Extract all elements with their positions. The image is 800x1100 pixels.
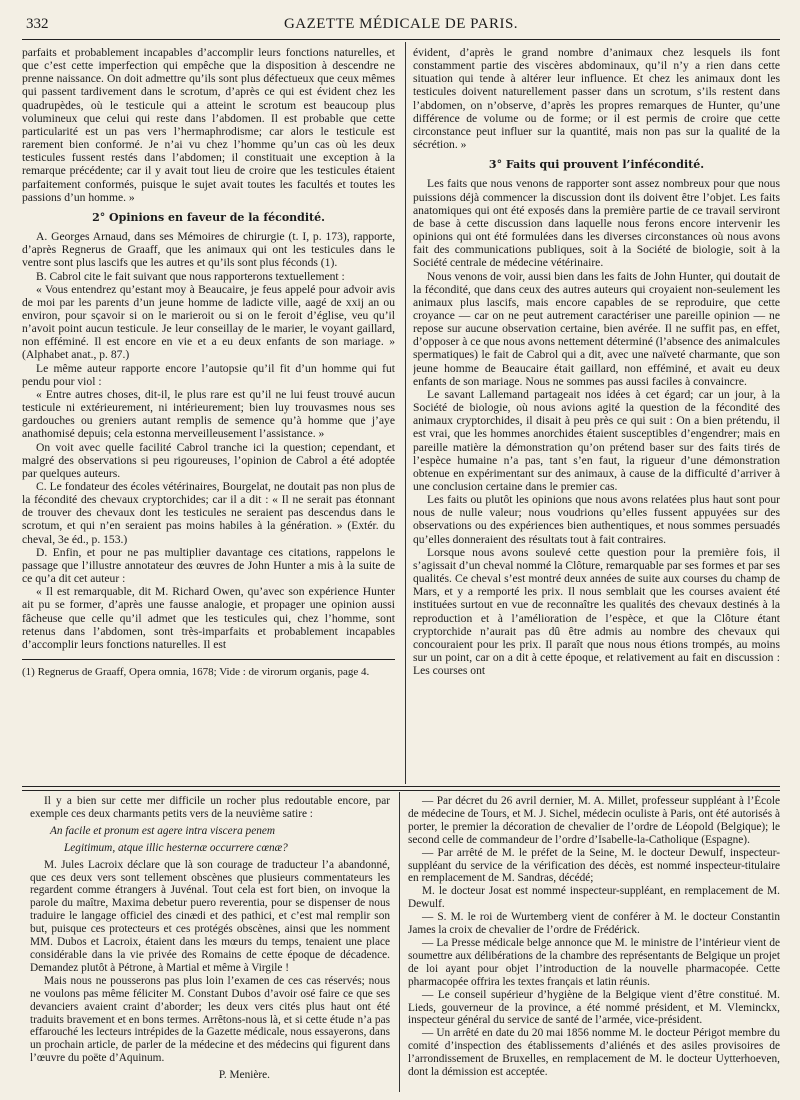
- latin-verse: Legitimum, atque illic hesternæ occurrere cœnæ?: [64, 841, 288, 854]
- paragraph: M. Jules Lacroix déclare que là son courage de traducteur l’a abandonné, que ces deux vers sont tellement obscènes que plusieurs commentateurs les regardent comme étrangers à Juvénal. Tout cela est fort bien, on invoque la parole du maître, Maxima debetur puero reverentia, pour se dispenser de nous traduire le langage officiel des cinædi et des pathici, et c’est mal remplir son but, puisque ces protecteurs et ces protégés obscènes, ainsi que les nomment MM. Dubos et Lacroix, étaient dans les mœurs du temps, tenaient une place considérable dans la vie privée des Romains de cette époque de décadence. Demandez plutôt à Pétrone, à Martial et même à Virgile !: [30, 858, 390, 974]
- paragraph: Lorsque nous avons soulevé cette question pour la première fois, il s’agissait d’un cheval nommé la Clôture, remarquable par ses formes et par ses qualités. Ce cheval s’est montré deux années de suite aux courses du champ de Mars, et y a remporté les prix. Il nous semblait que les courses avaient été instituées surtout en vue de reconnaître les qualités des chevaux destinés à la reproduction et à l’amélioration de l’espèce, et que la Clôture étant cryptorchide n’aurait pas dû être admis au nombre des chevaux qui concouraient pour les prix. Il paraît que nous nous étions trompés, au moins sur un point, car on a dit à cette époque, et relativement au fait en discussion : Les courses ont: [413, 545, 780, 678]
- news-item: — Par décret du 26 avril dernier, M. A. Millet, professeur suppléant à l’École de médecine de Tours, et M. J. Sichel, médecin oculiste à Paris, ont été autorisés à porter, le premier la décoration de chevalier de l’ordre de Léopold (Belgique); le second celle de commandeur de l’ordre d’Isabelle-la-Catholique (Espagne).: [408, 795, 780, 846]
- paragraph: évident, d’après le grand nombre d’animaux chez lesquels ils font constamment partie des viscères abdominaux, qu’il n’y a rien dans cette situation qui tende à altérer leur influence. Et chez les animaux dont les testicules doivent naturellement passer dans un scrotum, s’ils restent dans l’abdomen, on n’observe, d’après les propres remarques de Hunter, qu’une différence de volume ou de forme; or il est permis de croire que cette circonstance peut influer sur la quantité, mais non pas sur la qualité de la sécrétion. »: [413, 46, 780, 152]
- news-column: [408, 795, 780, 1095]
- paragraph: Nous venons de voir, aussi bien dans les faits de John Hunter, qui doutait de la fécondité, que dans ceux des autres auteurs qui croyaient non-seulement les animaux plus lascifs, mais encore capables de se reproduire, que cette croyance — car on ne peut autrement caractériser une pareille opinion — ne repose sur aucune observation certaine, bien avérée. Il ne suffit pas, en effet, d’opposer à ce que nous avons nettement déterminé (l’absence des animalcules spermatiques) le fait de Cabrol qui a dit, avec une naïveté charmante, que son jeune homme de Beaucaire était gaillard, non efféminé, et avait eu deux enfants de son mariage. Nous ne sommes pas aussi faciles à convaincre.: [413, 269, 780, 388]
- paragraph: Le même auteur rapporte encore l’autopsie qu’il fit d’un homme qui fut pendu pour viol :: [22, 361, 395, 388]
- left-column: [22, 46, 395, 786]
- header-rule: [22, 39, 780, 40]
- paragraph: C. Le fondateur des écoles vétérinaires, Bourgelat, ne doutait pas non plus de la fécondité des chevaux cryptorchides; car il a dit : « Il ne serait pas étonnant de trouver des chevaux dont les testicules ne seraient pas descendus dans le scrotum, et qui n’en seraient pas moins habiles à la génération. » (Extér. du cheval, 3e éd., p. 153.): [22, 480, 395, 546]
- feuilleton-column: [30, 795, 390, 1095]
- news-item: — La Presse médicale belge annonce que M. le ministre de l’intérieur vient de soumettre aux délibérations de la chambre des représentants de Belgique un projet de loi ayant pour objet l’introduction de la nouvelle pharmacopée. Cette pharmacopée offrira les textes français et latin réunis.: [408, 936, 780, 988]
- footnote-rule: [22, 659, 395, 660]
- section-separator: [22, 786, 780, 791]
- news-item: — Par arrêté de M. le préfet de la Seine, M. le docteur Dewulf, inspecteur-suppléant du service de la vérification des décès, est nommé inspecteur-titulaire en remplacement de M. Sandras, décédé;: [408, 846, 780, 885]
- news-item: M. le docteur Josat est nommé inspecteur-suppléant, en remplacement de M. Dewulf.: [408, 885, 780, 911]
- quotation: « Entre autres choses, dit-il, le plus rare est qu’il ne lui feust trouvé aucun testicule ni extérieurement, ni intérieurement; bien luy trouvasmes nous ses gardouches ou greniers autant remplis de semence qu’à homme que j’aye anathomisé depuis; cela estonna merveilleusement l’assistance. »: [22, 387, 395, 441]
- paragraph: Les faits que nous venons de rapporter sont assez nombreux pour que nous puissions déjà commencer la discussion dont ils doivent être l’objet. Les faits anatomiques qui ont été exposés dans la première partie de ce travail serviront de base à cette discussion dans laquelle nous ferons encore intervenir les opinions qui ont été formulées dans les diverses circonstances où nous avons fait des communications publiques, soit à la Société de biologie, soit à la Société centrale de médecine vétérinaire.: [413, 177, 780, 270]
- paragraph: D. Enfin, et pour ne pas multiplier davantage ces citations, rappelons le passage que l’illustre annotateur des œuvres de John Hunter a mis à la suite de ce qu’a dit cet auteur :: [22, 545, 395, 586]
- paragraph: On voit avec quelle facilité Cabrol tranche ici la question; cependant, et malgré des observations si peu rigoureuses, l’opinion de Cabrol a été adoptée par quelques auteurs.: [22, 440, 395, 480]
- paragraph: Mais nous ne pousserons pas plus loin l’examen de ces cas réservés; nous ne voulons pas même féliciter M. Constant Dubos d’avoir osé faire ce que ses devanciers avaient craint d’aborder; les deux vers cités plus haut ont été traduits bravement et en bons termes. Arrêtons-nous là, et si cette étude n’a pas effarouché les lecteurs intrépides de la Gazette médicale, nous essayerons, dans un prochain article, de parler de la médecine et des médecins qui figurent dans l’œuvre du poëte d’Aquinum.: [30, 974, 390, 1065]
- column-divider-top: [405, 42, 406, 784]
- news-item: — Le conseil supérieur d’hygiène de la Belgique vient d’être constitué. M. Lieds, gouverneur de la province, a été nommé président, et M. Vleminckx, inspecteur général du service de santé de l’armée, vice-président.: [408, 988, 780, 1027]
- latin-verse: An facile et pronum est agere intra viscera penem: [50, 824, 276, 837]
- news-item: — Un arrêté en date du 20 mai 1856 nomme M. le docteur Périgot membre du comité d’inspection des établissements d’aliénés et des asiles provisoires de l’arrondissement de Bruxelles, en remplacement de M. le docteur Uytterhoeven, dont la démission est acceptée.: [408, 1027, 780, 1079]
- footnote: (1) Regnerus de Graaff, Opera omnia, 1678; Vide : de virorum organis, page 4.: [22, 666, 370, 679]
- paragraph: parfaits et probablement incapables d’accomplir leurs fonctions naturelles, et que c’est cette imperfection qui empêche que la disposition à descendre ne prenne naissance. On doit admettre qu’ils sont plus défectueux que ceux mêmes qui passent tardivement dans le scrotum, d’après ce qui est évident chez les quadrupèdes, où le testicule qui a atteint le scrotum est beaucoup plus volumineux que celui qui reste dans l’abdomen. Il est probable que cette particularité est un pas vers l’hermaphrodisme; car alors le testicule est rarement bien conformé. Je n’ai vu chez l’homme qu’un cas où les deux testicules fussent restés dans l’abdomen; il constituait une exception à la remarque précédente; car il y avait tout lieu de croire que les testicules étaient parfaitement conformés, puisque le sujet avait toutes les facultés et toutes les passions d’un homme. »: [22, 46, 395, 204]
- paragraph: B. Cabrol cite le fait suivant que nous rapporterons textuellement :: [36, 269, 345, 283]
- section-heading: 3° Faits qui prouvent l’infécondité.: [488, 158, 705, 172]
- column-divider-bottom: [399, 792, 400, 1092]
- page-number: 332: [26, 16, 49, 32]
- paragraph: Le savant Lallemand partageait nos idées à cet égard; car un jour, à la Société de biologie, où nous avions agité la question de la fécondité des animaux cryptorchides, il disait à peu près ce qui suit : On a bien prétendu, il est vrai, que les hommes anorchides étaient susceptibles d’engendrer; mais en pareille matière la démonstration qu’on prétend baser sur des faits tirés de l’espèce humaine n’a pas, tant s’en faut, la rigueur d’une démonstration obtenue en expérimentant sur des animaux, à cause de la difficulté d’arriver à une conclusion certaine dans le premier cas.: [413, 387, 780, 493]
- news-item: — S. M. le roi de Wurtemberg vient de conférer à M. le docteur Constantin James la croix de chevalier de l’ordre de Frédérick.: [408, 911, 780, 937]
- section-heading: 2° Opinions en faveur de la fécondité.: [92, 210, 325, 224]
- page-header: [22, 14, 780, 36]
- journal-title: GAZETTE MÉDICALE DE PARIS.: [283, 16, 519, 32]
- quotation: « Vous entendrez qu’estant moy à Beaucaire, je feus appelé pour advoir avis de moi par les parents d’un jeune homme de ladicte ville, aagé de xxij an ou environ, pour sçavoir si on le marieroit ou si on le feroit d’église, veu qu’il n’avoit point aucun testicule. Je leur conseillay de le marier, le voyant gaillard, non efféminé. Il est encore en vie et a eu deux enfants de son mariage. » (Alphabet anat., p. 87.): [22, 282, 395, 362]
- paragraph: A. Georges Arnaud, dans ses Mémoires de chirurgie (t. I, p. 173), rapporte, d’après Regnerus de Graaff, que les animaux qui ont les testicules dans le ventre sont plus lascifs que les autres et qu’ils sont plus féconds (1).: [22, 230, 395, 270]
- author-signature: P. Menière.: [218, 1069, 270, 1082]
- right-column: [413, 46, 780, 786]
- paragraph: Les faits ou plutôt les opinions que nous avons relatées plus haut sont pour nous de nulle valeur; nous voudrions qu’elles fussent appuyées sur des observations ou des expériences bien authentiques, et nous sommes persuadés qu’elles donneraient des résultats tout à fait contraires.: [413, 493, 780, 546]
- paragraph: Il y a bien sur cette mer difficile un rocher plus redoutable encore, par exemple ces deux charmants petits vers de la neuvième satire :: [30, 795, 390, 820]
- quotation: « Il est remarquable, dit M. Richard Owen, qu’avec son expérience Hunter ait pu se former, d’après une fausse analogie, et propager une opinion aussi fâcheuse que celle qu’il admet que les testicules qui, chez l’homme, sont retenus dans l’abdomen, sont très-imparfaits et probablement incapables d’accomplir leurs fonctions naturelles. Il est: [22, 585, 395, 651]
